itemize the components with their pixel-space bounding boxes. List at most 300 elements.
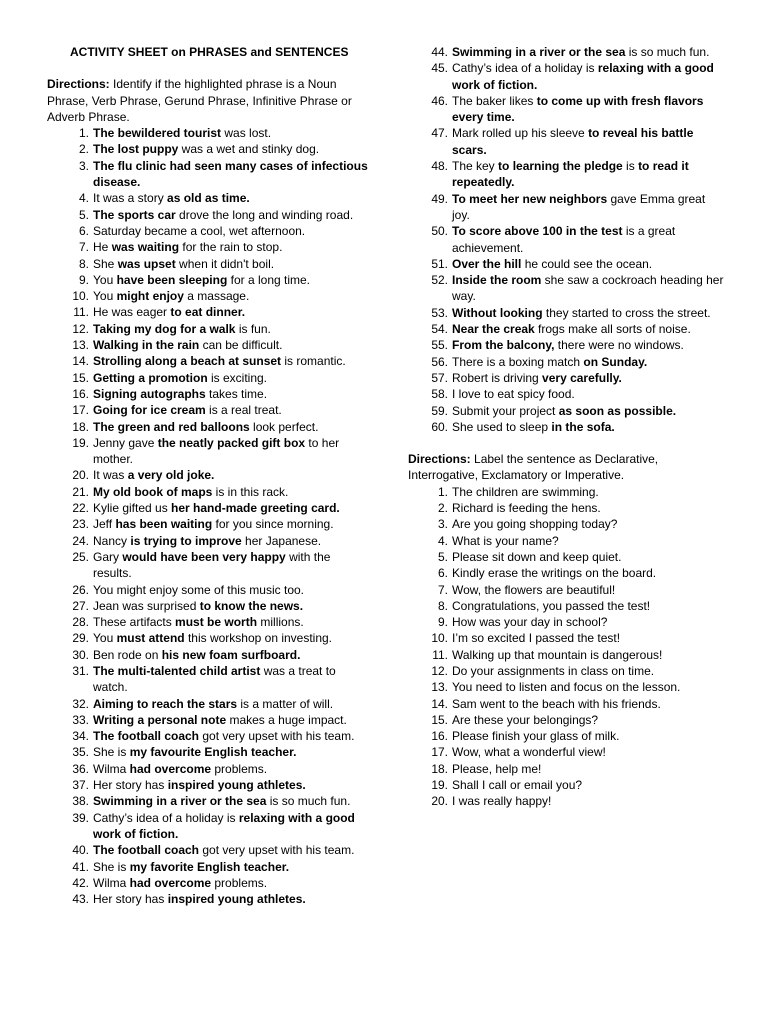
highlighted-phrase: Near the creak (452, 322, 535, 337)
item-number: 39. (72, 810, 89, 825)
item-number: 35. (72, 745, 89, 760)
list-item (408, 419, 726, 435)
plain-text: These artifacts (93, 615, 176, 630)
highlighted-phrase: to know the news. (199, 598, 304, 613)
list-item (47, 288, 369, 304)
list-item (47, 647, 369, 663)
item-text: What is your name? (452, 533, 559, 548)
list-item (47, 321, 369, 337)
highlighted-phrase: Going for ice cream (93, 403, 206, 418)
item-number: 14. (431, 696, 448, 711)
list-item (47, 207, 369, 223)
plain-text: Cathy’s idea of a holiday is (452, 61, 598, 76)
highlighted-phrase: had overcome (129, 761, 212, 776)
item-text (450, 386, 726, 402)
item-number: 29. (72, 631, 89, 646)
item-number: 16. (431, 729, 448, 744)
item-number: 42. (72, 875, 89, 890)
highlighted-phrase: as old as time. (167, 191, 250, 206)
highlighted-phrase: Walking in the rain (93, 338, 200, 353)
highlighted-phrase: inspired young athletes. (167, 778, 306, 793)
item-number: 54. (431, 322, 448, 337)
item-text (91, 370, 369, 386)
list-item (408, 370, 726, 386)
list-item (47, 337, 369, 353)
plain-text: is romantic. (281, 354, 346, 369)
list-item (408, 484, 726, 500)
list-item (408, 516, 726, 532)
highlighted-phrase: must attend (116, 631, 185, 646)
list-item (47, 239, 369, 255)
plain-text: Her story has (93, 778, 168, 793)
item-number: 49. (431, 191, 448, 206)
section-gap (408, 435, 726, 451)
item-text (91, 125, 369, 141)
highlighted-phrase: Inside the room (452, 273, 542, 288)
list-item (408, 386, 726, 402)
item-number: 43. (72, 892, 89, 907)
plain-text: The baker likes (452, 93, 537, 108)
item-number: 5. (78, 207, 89, 222)
list-item (47, 549, 369, 582)
list-item (47, 744, 369, 760)
item-number: 60. (431, 419, 448, 434)
item-text (91, 842, 369, 858)
item-number: 44. (431, 45, 448, 59)
list-item (47, 141, 369, 157)
item-number: 37. (72, 778, 89, 793)
item-number: 51. (431, 256, 448, 271)
item-number: 10. (431, 631, 448, 646)
list-item (408, 728, 726, 744)
phrase-list-part1 (47, 125, 369, 907)
list-item (47, 386, 369, 402)
list-item (47, 630, 369, 646)
plain-text: they started to cross the street. (542, 305, 711, 320)
item-text: How was your day in school? (452, 615, 608, 630)
item-text: Kindly erase the writings on the board. (452, 566, 657, 581)
item-text: Do your assignments in class on time. (452, 663, 655, 678)
item-text (450, 354, 726, 370)
item-text (91, 630, 369, 646)
list-item (47, 190, 369, 206)
highlighted-phrase: The multi-talented child artist (93, 663, 261, 678)
highlighted-phrase: is trying to improve (130, 533, 242, 548)
item-number: 8. (437, 598, 448, 613)
plain-text: for you since morning. (212, 517, 334, 532)
item-number: 47. (431, 126, 448, 141)
plain-text: when it didn't boil. (175, 256, 275, 271)
plain-text: frogs make all sorts of noise. (534, 322, 691, 337)
list-item (47, 663, 369, 696)
section1-directions-label: Directions: (47, 77, 110, 92)
list-item (408, 500, 726, 516)
item-text (91, 500, 369, 516)
item-number: 6. (78, 223, 89, 238)
section2-directions (408, 451, 726, 484)
highlighted-phrase: Getting a promotion (93, 370, 208, 385)
list-item (47, 419, 369, 435)
item-text (91, 484, 369, 500)
plain-text: for a long time. (227, 272, 311, 287)
item-text (91, 288, 369, 304)
highlighted-phrase: Strolling along a beach at sunset (93, 354, 282, 369)
item-number: 12. (431, 663, 448, 678)
item-text (450, 337, 726, 353)
item-number: 6. (437, 566, 448, 581)
plain-text: got very upset with his team. (199, 729, 355, 744)
item-text (91, 321, 369, 337)
highlighted-phrase: to eat dinner. (170, 305, 246, 320)
item-text: Shall I call or email you? (452, 778, 583, 793)
plain-text: look perfect. (249, 419, 319, 434)
item-text (450, 191, 726, 224)
plain-text: takes time. (205, 386, 268, 401)
section1-directions-text: Identify if the highlighted phrase is a Noun Phrase, Verb Phrase, Gerund Phrase, Infinitive Phrase or Adverb Phrase. (47, 77, 352, 124)
section2-directions-label: Directions: (408, 452, 471, 467)
item-number: 20. (72, 468, 89, 483)
list-item (408, 256, 726, 272)
item-number: 33. (72, 712, 89, 727)
item-number: 1. (437, 484, 448, 499)
item-text (91, 614, 369, 630)
plain-text: Robert is driving (452, 370, 543, 385)
item-number: 5. (437, 549, 448, 564)
sentence-list (408, 484, 726, 810)
page-title: ACTIVITY SHEET on PHRASES and SENTENCES (70, 45, 349, 59)
plain-text: is a matter of will. (237, 696, 334, 711)
item-text (91, 793, 369, 809)
plain-text: Saturday became a cool, wet afternoon. (93, 223, 306, 238)
list-item (408, 337, 726, 353)
highlighted-phrase: Swimming in a river or the sea (452, 45, 626, 59)
item-number: 45. (431, 61, 448, 76)
plain-text: Kylie gifted us (93, 501, 172, 516)
list-item (47, 582, 369, 598)
item-number: 30. (72, 647, 89, 662)
item-number: 57. (431, 370, 448, 385)
highlighted-phrase: The bewildered tourist (93, 126, 222, 141)
list-item (47, 614, 369, 630)
item-text: Are these your belongings? (452, 712, 599, 727)
plain-text: was a wet and stinky dog. (178, 142, 320, 157)
list-item (47, 484, 369, 500)
item-number: 8. (78, 256, 89, 271)
item-number: 56. (431, 354, 448, 369)
list-item (408, 793, 726, 809)
item-number: 28. (72, 615, 89, 630)
list-item (47, 793, 369, 809)
item-text (91, 190, 369, 206)
list-item (47, 158, 369, 191)
list-item (47, 810, 369, 843)
list-item (47, 304, 369, 320)
item-text (91, 516, 369, 532)
item-number: 12. (72, 321, 89, 336)
list-item (47, 598, 369, 614)
item-number: 9. (78, 272, 89, 287)
plain-text: was a treat to watch. (93, 663, 336, 695)
list-item (47, 125, 369, 141)
list-item (408, 403, 726, 419)
item-text (450, 419, 726, 435)
plain-text: She is (93, 745, 130, 760)
item-number: 13. (431, 680, 448, 695)
list-item (47, 728, 369, 744)
item-text (91, 663, 369, 696)
plain-text: gave Emma great joy. (452, 191, 706, 222)
highlighted-phrase: Writing a personal note (93, 712, 227, 727)
plain-text: was lost. (221, 126, 272, 141)
plain-text: Ben rode on (93, 647, 162, 662)
highlighted-phrase: To meet her new neighbors (452, 191, 608, 206)
item-text (450, 60, 726, 93)
plain-text: with the results. (93, 549, 331, 581)
highlighted-phrase: his new foam surfboard. (161, 647, 301, 662)
item-text (91, 337, 369, 353)
highlighted-phrase: The football coach (93, 843, 200, 858)
item-text: The children are swimming. (452, 484, 599, 499)
plain-text: is (622, 159, 639, 174)
item-text (91, 549, 369, 582)
plain-text: there were no windows. (554, 338, 684, 353)
list-item (408, 305, 726, 321)
plain-text: is fun. (235, 321, 271, 336)
plain-text: for the rain to stop. (179, 240, 283, 255)
item-text (91, 696, 369, 712)
item-number: 26. (72, 582, 89, 597)
item-number: 2. (437, 501, 448, 516)
plain-text: You (93, 289, 117, 304)
item-text (91, 712, 369, 728)
item-number: 2. (78, 142, 89, 157)
plain-text: can be difficult. (199, 338, 283, 353)
section2-directions-text: Label the sentence as Declarative, Interrogative, Exclamatory or Imperative. (408, 452, 659, 483)
list-item (47, 842, 369, 858)
plain-text: is in this rack. (212, 484, 289, 499)
item-number: 22. (72, 501, 89, 516)
plain-text: Jeff (93, 517, 116, 532)
highlighted-phrase: must be worth (175, 615, 258, 630)
list-item (47, 696, 369, 712)
item-text (91, 435, 369, 468)
highlighted-phrase: Swimming in a river or the sea (93, 794, 267, 809)
highlighted-phrase: in the sofa. (551, 419, 615, 434)
highlighted-phrase: to read it repeatedly. (452, 159, 689, 190)
plain-text: problems. (211, 761, 268, 776)
list-item (408, 354, 726, 370)
plain-text: this workshop on investing. (184, 631, 333, 646)
highlighted-phrase: as soon as possible. (558, 403, 677, 418)
item-number: 4. (437, 533, 448, 548)
plain-text: He (93, 240, 112, 255)
item-text (91, 810, 369, 843)
list-item (408, 696, 726, 712)
highlighted-phrase: had overcome (129, 875, 212, 890)
item-text (450, 403, 726, 419)
plain-text: makes a huge impact. (226, 712, 347, 727)
plain-text: is a real treat. (205, 403, 282, 418)
item-text (450, 125, 726, 158)
plain-text: millions. (257, 615, 304, 630)
item-text (91, 647, 369, 663)
section1-directions (47, 76, 369, 125)
highlighted-phrase: The football coach (93, 729, 200, 744)
left-column (47, 44, 369, 907)
item-text (450, 370, 726, 386)
item-text (91, 419, 369, 435)
plain-text: You (93, 272, 117, 287)
plain-text: drove the long and winding road. (175, 207, 354, 222)
plain-text: It was (93, 468, 128, 483)
item-number: 24. (72, 533, 89, 548)
list-item (408, 777, 726, 793)
list-item (47, 370, 369, 386)
item-text (91, 467, 369, 483)
list-item (47, 256, 369, 272)
item-number: 55. (431, 338, 448, 353)
item-number: 4. (78, 191, 89, 206)
highlighted-phrase: to come up with fresh flavors every time. (452, 93, 704, 125)
item-text (450, 305, 726, 321)
item-text (450, 272, 726, 305)
highlighted-phrase: very carefully. (542, 370, 622, 385)
list-item (47, 761, 369, 777)
item-number: 50. (431, 224, 448, 239)
item-text: I’m so excited I passed the test! (452, 631, 621, 646)
right-column (408, 44, 726, 810)
highlighted-phrase: was upset (117, 256, 176, 271)
highlighted-phrase: have been sleeping (116, 272, 228, 287)
phrase-list-part2 (408, 44, 726, 435)
list-item (408, 60, 726, 93)
list-item (408, 272, 726, 305)
item-number: 13. (72, 338, 89, 353)
item-number: 34. (72, 729, 89, 744)
item-number: 1. (78, 126, 89, 141)
item-number: 19. (72, 435, 89, 450)
list-item (408, 582, 726, 598)
list-item (47, 353, 369, 369)
item-number: 59. (431, 403, 448, 418)
list-item (408, 679, 726, 695)
plain-text: There is a boxing match (452, 354, 584, 369)
item-text: Please finish your glass of milk. (452, 729, 620, 744)
item-text (91, 875, 369, 891)
item-number: 3. (437, 517, 448, 532)
item-text (91, 256, 369, 272)
plain-text: is exciting. (207, 370, 268, 385)
list-item (408, 191, 726, 224)
list-item (47, 875, 369, 891)
item-number: 7. (437, 582, 448, 597)
highlighted-phrase: Taking my dog for a walk (93, 321, 236, 336)
item-number: 27. (72, 598, 89, 613)
item-number: 32. (72, 696, 89, 711)
plain-text: Wilma (93, 875, 130, 890)
highlighted-phrase: her hand-made greeting card. (171, 501, 340, 516)
list-item (47, 500, 369, 516)
item-text (91, 891, 369, 907)
item-text: Sam went to the beach with his friends. (452, 696, 661, 711)
item-text (91, 777, 369, 793)
list-item (408, 663, 726, 679)
highlighted-phrase: From the balcony, (452, 338, 555, 353)
item-text (91, 598, 369, 614)
list-item (408, 321, 726, 337)
plain-text: problems. (211, 875, 268, 890)
highlighted-phrase: The flu clinic had seen many cases of infectious disease. (93, 158, 368, 190)
item-text: Please, help me! (452, 761, 542, 776)
list-item (47, 891, 369, 907)
item-text (450, 158, 726, 191)
highlighted-phrase: to reveal his battle scars. (452, 126, 694, 157)
highlighted-phrase: Over the hill (452, 256, 522, 271)
highlighted-phrase: would have been very happy (122, 549, 286, 564)
plain-text: It was a story (93, 191, 168, 206)
plain-text: to her mother. (93, 435, 340, 467)
plain-text: Gary (93, 549, 123, 564)
item-text (91, 386, 369, 402)
item-text: Wow, the flowers are beautiful! (452, 582, 616, 597)
item-text: Richard is feeding the hens. (452, 501, 601, 516)
item-number: 10. (72, 289, 89, 304)
item-number: 19. (431, 778, 448, 793)
item-text (91, 304, 369, 320)
plain-text: Jenny gave (93, 435, 158, 450)
item-number: 48. (431, 159, 448, 174)
highlighted-phrase: my favourite English teacher. (129, 745, 297, 760)
item-text: Congratulations, you passed the test! (452, 598, 651, 613)
item-text (91, 353, 369, 369)
plain-text: Her story has (93, 892, 168, 907)
item-number: 16. (72, 386, 89, 401)
list-item (408, 565, 726, 581)
plain-text: The key (452, 159, 499, 174)
item-number: 20. (431, 794, 448, 809)
item-number: 46. (431, 93, 448, 108)
item-text (91, 272, 369, 288)
highlighted-phrase: inspired young athletes. (167, 892, 306, 907)
item-text (450, 93, 726, 126)
item-text (91, 402, 369, 418)
highlighted-phrase: Signing autographs (93, 386, 206, 401)
list-item (47, 516, 369, 532)
list-item (408, 598, 726, 614)
highlighted-phrase: was waiting (111, 240, 180, 255)
plain-text: she saw a cockroach heading her way. (452, 273, 724, 304)
highlighted-phrase: To score above 100 in the test (452, 224, 623, 239)
item-number: 31. (72, 663, 89, 678)
highlighted-phrase: to learning the pledge (498, 159, 623, 174)
highlighted-phrase: My old book of maps (93, 484, 213, 499)
list-item (47, 777, 369, 793)
item-number: 11. (73, 305, 89, 320)
list-item (408, 744, 726, 760)
plain-text: is so much fun. (266, 794, 351, 809)
item-number: 21. (72, 484, 89, 499)
plain-text: Cathy’s idea of a holiday is (93, 810, 239, 825)
list-item (47, 859, 369, 875)
highlighted-phrase: Aiming to reach the stars (93, 696, 238, 711)
list-item (408, 614, 726, 630)
item-text (91, 239, 369, 255)
item-number: 52. (431, 273, 448, 288)
list-item (47, 272, 369, 288)
item-text (91, 223, 369, 239)
plain-text: I love to eat spicy food. (452, 387, 575, 402)
item-number: 15. (72, 370, 89, 385)
